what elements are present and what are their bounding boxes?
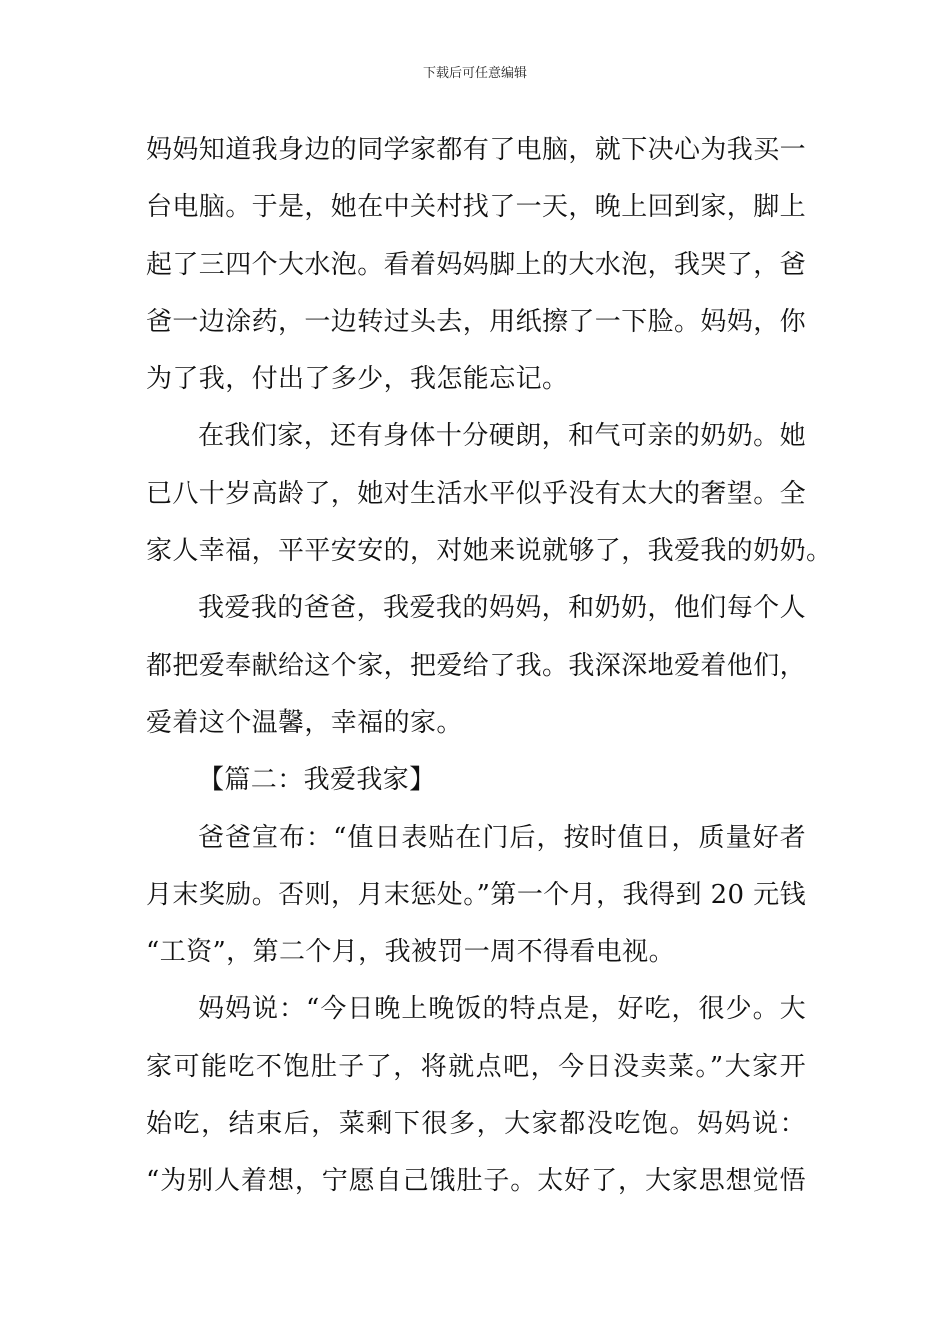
text-line: 台电脑。于是，她在中关村找了一天，晚上回到家，脚上 bbox=[146, 192, 807, 223]
text-line: 始吃，结束后，菜剩下很多，大家都没吃饱。妈妈说： bbox=[146, 1109, 806, 1140]
text-line: 爱着这个温馨，幸福的家。 bbox=[146, 707, 463, 738]
text-line: 我爱我的爸爸，我爱我的妈妈，和奶奶，他们每个人 bbox=[198, 593, 806, 624]
text-line: 起了三四个大水泡。看着妈妈脚上的大水泡，我哭了，爸 bbox=[146, 249, 807, 280]
page-header: 下载后可任意编辑 bbox=[422, 66, 527, 81]
text-line: 爸爸宣布：“值日表贴在门后，按时值日，质量好者 bbox=[198, 822, 806, 853]
text-line: 在我们家，还有身体十分硬朗，和气可亲的奶奶。她 bbox=[198, 421, 806, 452]
text-line: “为别人着想，宁愿自己饿肚子。太好了，大家思想觉悟 bbox=[146, 1166, 806, 1197]
text-line: 家人幸福，平平安安的，对她来说就够了，我爱我的奶奶。 bbox=[146, 536, 833, 567]
document-body bbox=[146, 122, 833, 1211]
text-line: 月末奖励。否则，月末惩处。”第一个月，我得到 20 元钱 bbox=[146, 879, 806, 910]
text-line: 为了我，付出了多少，我怎能忘记。 bbox=[146, 364, 569, 395]
text-line: 妈妈知道我身边的同学家都有了电脑，就下决心为我买一 bbox=[146, 135, 807, 165]
text-line: “工资”，第二个月，我被罚一周不得看电视。 bbox=[146, 937, 675, 968]
section-heading: 【篇二：我爱我家】 bbox=[198, 765, 436, 796]
text-line: 家可能吃不饱肚子了，将就点吧，今日没卖菜。”大家开 bbox=[146, 1051, 806, 1082]
text-line: 都把爱奉献给这个家，把爱给了我。我深深地爱着他们， bbox=[146, 650, 807, 681]
text-line: 妈妈说：“今日晚上晚饭的特点是，好吃，很少。大 bbox=[198, 994, 806, 1025]
text-line: 爸一边涂药，一边转过头去，用纸擦了一下脸。妈妈，你 bbox=[146, 306, 807, 337]
text-line: 已八十岁高龄了，她对生活水平似乎没有太大的奢望。全 bbox=[146, 478, 807, 509]
